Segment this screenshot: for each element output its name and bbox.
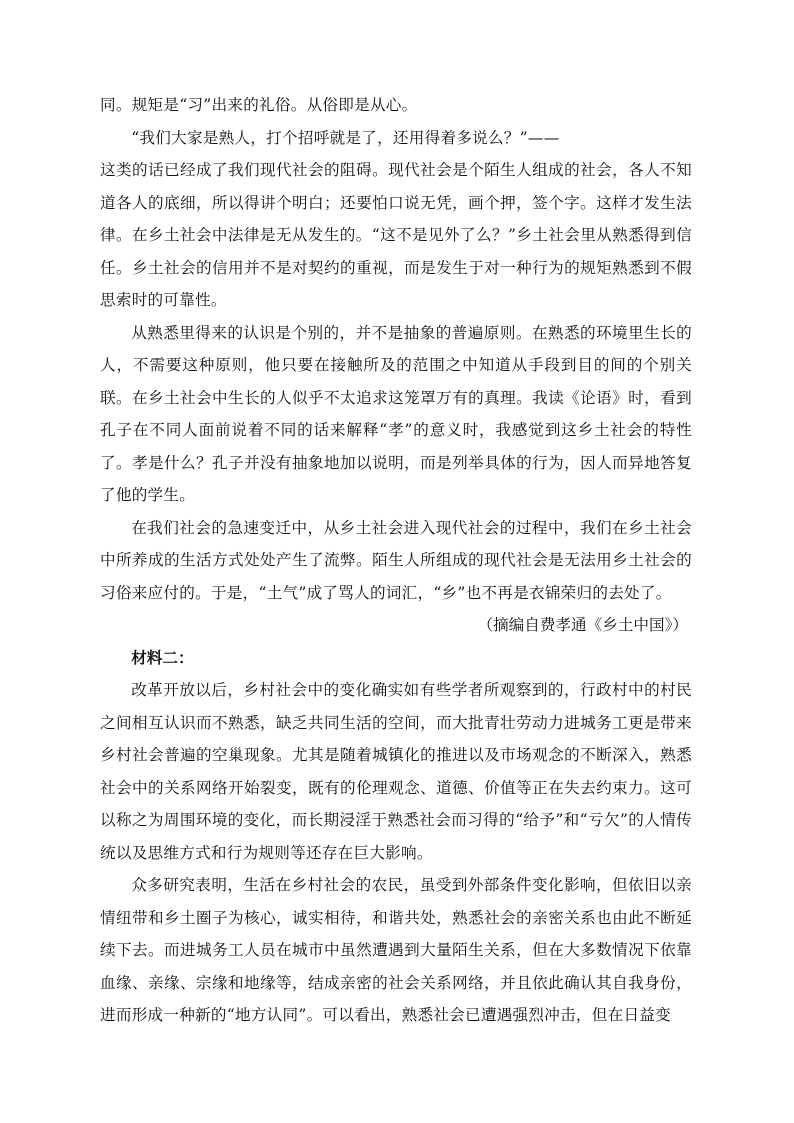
paragraph: 这类的话已经成了我们现代社会的阻碍。现代社会是个陌生人组成的社会，各人不知道各人的底细，所以得讲个明白；还要怕口说无凭，画个押，签个字。这样才发生法律。在乡土社会中法律是无从发生的。“这不是见外了么？”乡土社会里从熟悉得到信任。乡土社会的信用并不是对契约的重视，而是发生于对一种行为的规矩熟悉到不假思索时的可靠性。 bbox=[100, 161, 692, 309]
paragraph: 在我们社会的急速变迁中，从乡土社会进入现代社会的过程中，我们在乡土社会中所养成的生活方式处处产生了流弊。陌生人所组成的现代社会是无法用乡土社会的习俗来应付的。于是，“土气”成了骂人的词汇，“乡”也不再是衣锦荣归的去处了。 bbox=[100, 518, 692, 602]
paragraph: 改革开放以后，乡村社会中的变化确实如有些学者所观察到的，行政村中的村民之间相互认识而不熟悉，缺乏共同生活的空间，而大批青壮劳动力进城务工更是带来乡村社会普遍的空巢现象。尤其是随着城镇化的推进以及市场观念的不断深入，熟悉社会中的关系网络开始裂变，既有的伦理观念、道德、价值等正在失去约束力。这可以称之为周围环境的变化，而长期浸淫于熟悉社会而习得的“给予”和“亏欠”的人情传统以及思维方式和行为规则等还存在巨大影响。 bbox=[100, 681, 692, 862]
source-citation: （摘编自费孝通《乡土中国》） bbox=[477, 616, 688, 634]
document-page bbox=[100, 89, 692, 1032]
paragraph: 同。规矩是“习”出来的礼俗。从俗即是从心。 bbox=[100, 96, 418, 114]
paragraph: 众多研究表明，生活在乡村社会的农民，虽受到外部条件变化影响，但依旧以亲情纽带和乡土圈子为核心，诚实相待，和谐共处，熟悉社会的亲密关系也由此不断延续下去。而进城务工人员在城市中虽然遭遇到大量陌生关系，但在大多数情况下依靠血缘、亲缘、宗缘和地缘等，结成亲密的社会关系网络，并且依此确认其自我身份，进而形成一种新的“地方认同”。可以看出，熟悉社会已遭遇强烈冲击，但在日益变 bbox=[100, 876, 692, 1024]
paragraph: “我们大家是熟人，打个招呼就是了，还用得着多说么？”—— bbox=[131, 128, 560, 147]
paragraph: 从熟悉里得来的认识是个别的，并不是抽象的普遍原则。在熟悉的环境里生长的人，不需要这种原则，他只要在接触所及的范围之中知道从手段到目的间的个别关联。在乡土社会中生长的人似乎不太追求这笼罩万有的真理。我读《论语》时，看到孔子在不同人面前说着不同的话来解释“孝”的意义时，我感觉到这乡土社会的特性了。孝是什么？孔子并没有抽象地加以说明，而是列举具体的行为，因人而异地答复了他的学生。 bbox=[100, 323, 692, 504]
section-heading: 材料二： bbox=[131, 647, 194, 667]
